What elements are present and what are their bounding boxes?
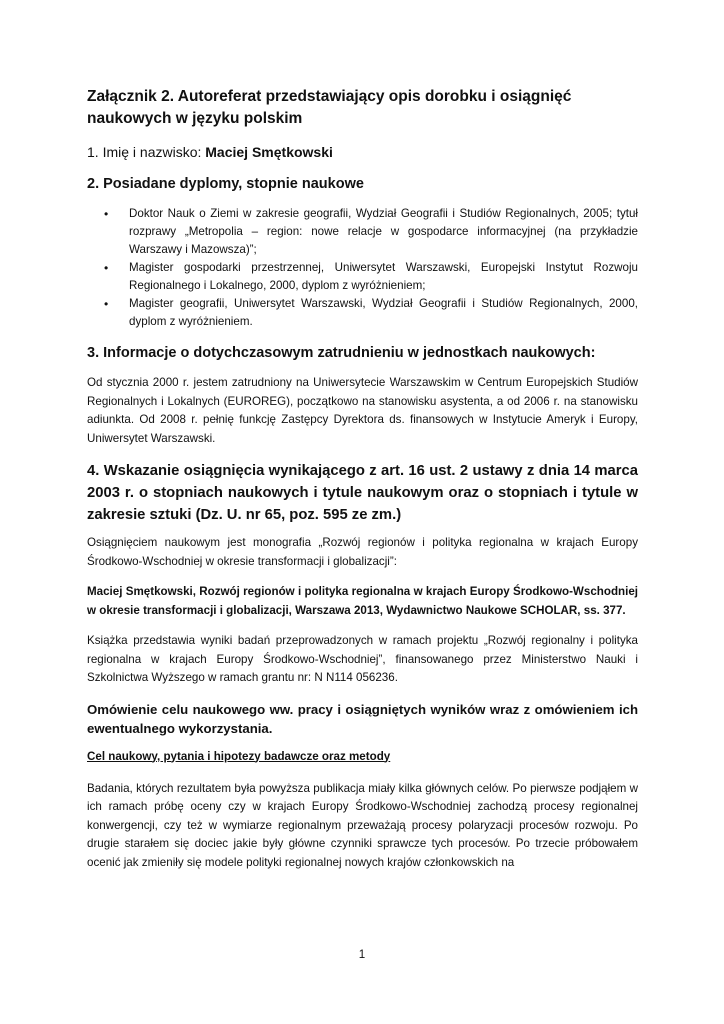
document-title: Załącznik 2. Autoreferat przedstawiający opis dorobku i osiągnięć naukowych w języku polskim: [87, 88, 572, 127]
achievement-heading: 4. Wskazanie osiągnięcia wynikającego z art. 16 ust. 2 ustawy z dnia 14 marca 2003 r. o stopniach naukowych i tytule naukowym oraz o stopniach i tytule w zakresie sztuki (Dz. U. nr 65, poz. 595 ze zm.): [87, 463, 638, 523]
project-description: Książka przedstawia wyniki badań przeprowadzonych w ramach projektu „Rozwój regionalny i polityka regionalna w krajach Europy Środkowo-Wschodniej”, finansowanego przez Ministerstwo Nauki i Szkolnictwa Wyższego w ramach grantu nr: N N114 056236.: [87, 634, 638, 684]
name-line: [87, 142, 638, 162]
bullet-icon: •: [104, 297, 109, 311]
achievement-intro: Osiągnięciem naukowym jest monografia „Rozwój regionów i polityka regionalna w krajach Europy Środkowo-Wschodniej w okresie transformacji i globalizacji”:: [87, 536, 638, 568]
diplomas-heading: 2. Posiadane dyplomy, stopnie naukowe: [87, 176, 364, 192]
page-content: [87, 86, 638, 884]
list-item-text: Doktor Nauk o Ziemi w zakresie geografii, Wydział Geografii i Studiów Regionalnych, 2005; tytuł rozprawy „Metropolia – region: nowe relacje w gospodarce informacyjnej (na przykładzie Warszawy i Mazowsza)”;: [129, 207, 638, 256]
employment-text: Od stycznia 2000 r. jestem zatrudniony na Uniwersytecie Warszawskim w Centrum Europejskich Studiów Regionalnych i Lokalnych (EUROREG), początkowo na stanowisku asystenta, a od 2006 r. na stanowisku adiunkta. Od 2008 r. pełnię funkcję Zastępcy Dyrektora ds. finansowych w Instytucie Ameryk i Europy, Uniwersytet Warszawski.: [87, 376, 638, 445]
list-item-text: Magister geografii, Uniwersytet Warszawski, Wydział Geografii i Studiów Regionalnych, 2000, dyplom z wyróżnieniem.: [129, 297, 638, 328]
name-label: 1. Imię i nazwisko:: [87, 144, 206, 160]
diplomas-list: [87, 205, 638, 331]
list-item-text: Magister gospodarki przestrzennej, Uniwersytet Warszawski, Europejski Instytut Rozwoju Regionalnego i Lokalnego, 2000, dyplom z wyróżnieniem;: [129, 261, 638, 292]
bullet-icon: •: [104, 207, 109, 221]
discussion-heading: Omówienie celu naukowego ww. pracy i osiągniętych wyników wraz z omówieniem ich ewentualnego wykorzystania.: [87, 701, 638, 736]
discussion-text: Badania, których rezultatem była powyższa publikacja miały kilka głównych celów. Po pierwsze podjąłem w ich ramach próbę oceny czy w krajach Europy Środkowo-Wschodniej zachodzą procesy regionalnej konwergencji, czy też w wymiarze regionalnym przeważają procesy polaryzacji procesów rozwoju. Po drugie starałem się dociec jakie były główne czynniki sprawcze tych procesów. Po trzecie próbowałem ocenić jak zmieniły się modele polityki regionalnej nowych krajów członkowskich na: [87, 781, 638, 869]
list-item: [87, 259, 638, 295]
employment-heading: 3. Informacje o dotychczasowym zatrudnieniu w jednostkach naukowych:: [87, 345, 596, 361]
list-item: [87, 205, 638, 259]
discussion-subheading: Cel naukowy, pytania i hipotezy badawcze oraz metody: [87, 749, 391, 763]
page-number: 1: [358, 948, 366, 961]
author-name: Maciej Smętkowski: [205, 144, 333, 160]
list-item: [87, 295, 638, 331]
bullet-icon: •: [104, 261, 109, 275]
monograph-citation: Maciej Smętkowski, Rozwój regionów i polityka regionalna w krajach Europy Środkowo-Wschodniej w okresie transformacji i globalizacji, Warszawa 2013, Wydawnictwo Naukowe SCHOLAR, ss. 377.: [87, 585, 638, 617]
